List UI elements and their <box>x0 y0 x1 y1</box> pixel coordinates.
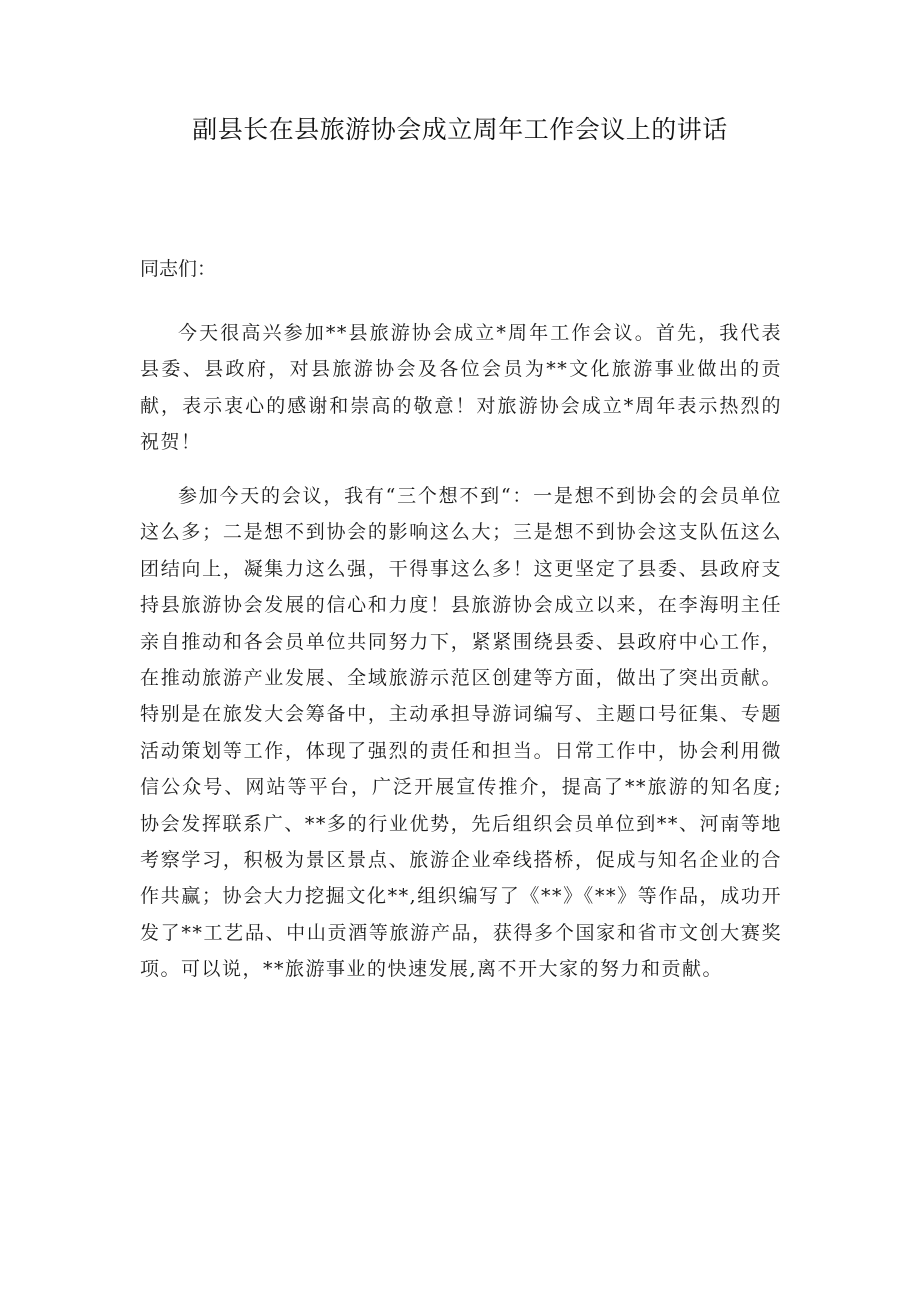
paragraph-body: 参加今天的会议，我有“三个想不到“：一是想不到协会的会员单位这么多；二是想不到协会的影响这么大；三是想不到协会这支队伍这么团结向上，凝集力这么强，干得事这么多！这更坚定了县委、县政府支持县旅游协会发展的信心和力度！县旅游协会成立以来，在李海明主任亲自推动和各会员单位共同努力下，紧紧围绕县委、县政府中心工作，在推动旅游产业发展、全域旅游示范区创建等方面，做出了突出贡献。特别是在旅发大会筹备中，主动承担导游词编写、主题口号征集、专题活动策划等工作，体现了强烈的责任和担当。日常工作中，协会利用微信公众号、网站等平台，广泛开展宣传推介，提高了**旅游的知名度;协会发挥联系广、**多的行业优势，先后组织会员单位到**、河南等地考察学习，积极为景区景点、旅游企业牵线搭桥，促成与知名企业的合作共赢；协会大力挖掘文化**,组织编写了《**》《**》等作品，成功开发了**工艺品、中山贡酒等旅游产品，获得多个国家和省市文创大赛奖项。可以说，**旅游事业的快速发展,离不开大家的努力和贡献。 <box>140 485 782 981</box>
salutation: 同志们： <box>140 258 217 280</box>
paragraph-opening: 今天很高兴参加**县旅游协会成立*周年工作会议。首先，我代表县委、县政府，对县旅游协会及各位会员为**文化旅游事业做出的贡献，表示衷心的感谢和崇高的敬意！对旅游协会成立*周年表示热烈的祝贺！ <box>140 322 782 454</box>
document-title: 副县长在县旅游协会成立周年工作会议上的讲话 <box>192 115 728 144</box>
